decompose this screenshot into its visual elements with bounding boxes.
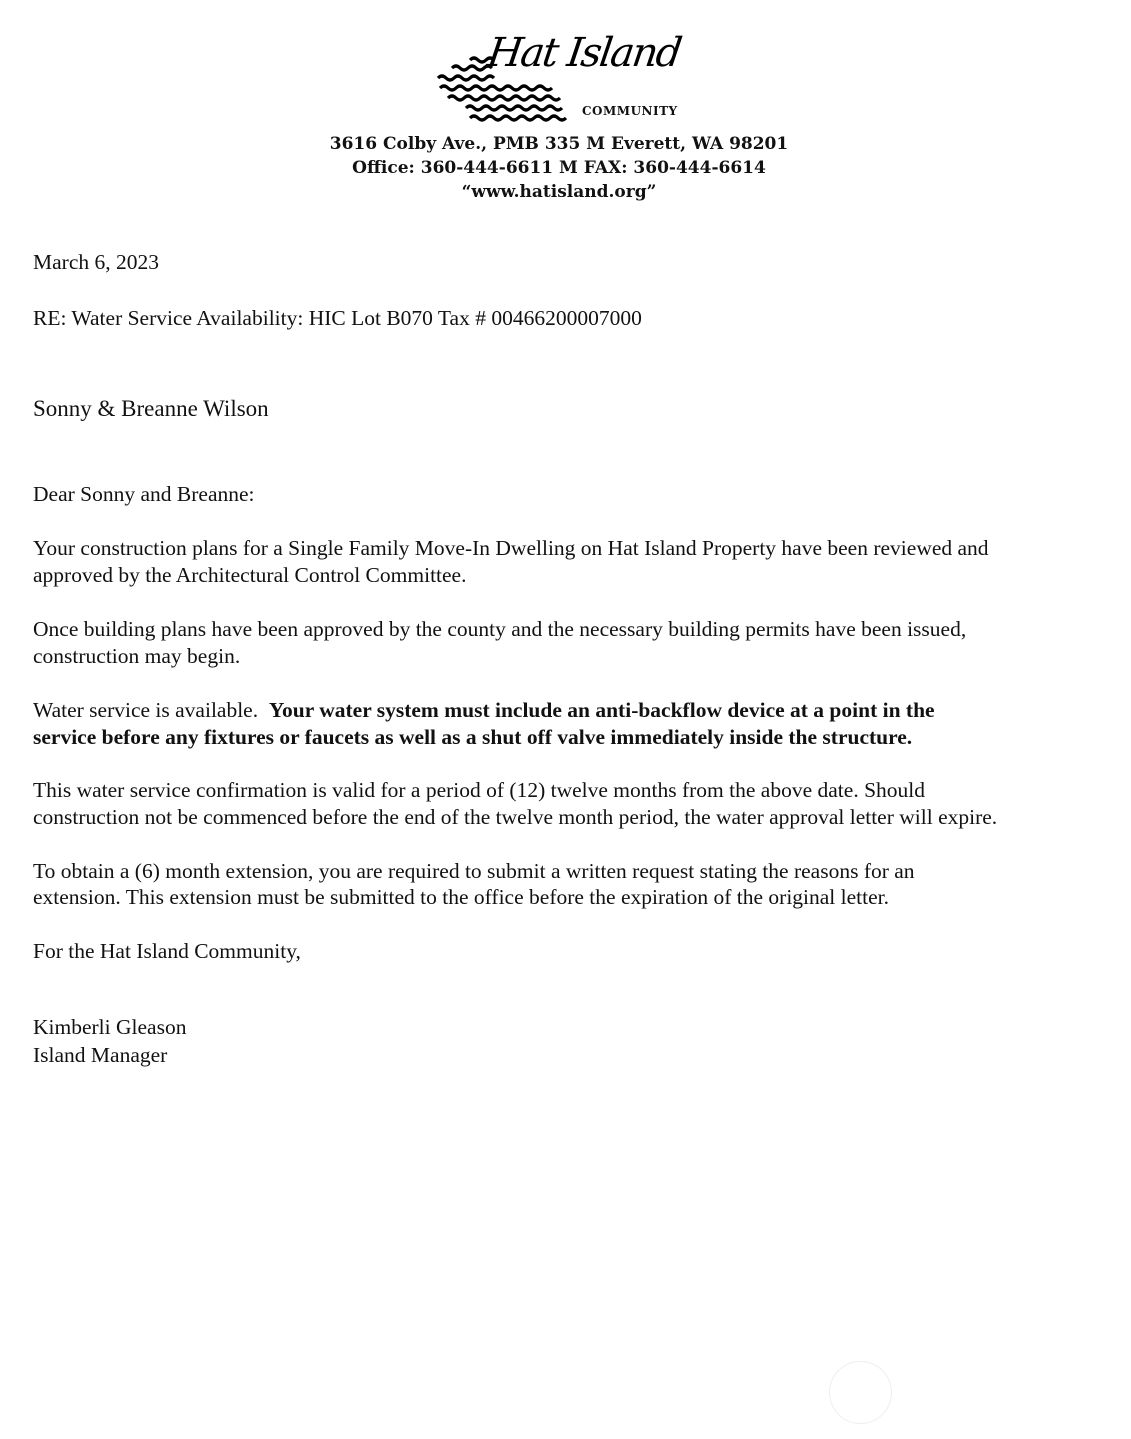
paragraph-2-line-1: Once building plans have been approved by the county and the necessary building permits have been issued, (33, 617, 967, 641)
address-line: 3616 Colby Ave., PMB 335 M Everett, WA 98201 (329, 134, 789, 154)
letter-date: March 6, 2023 (33, 250, 159, 274)
closing: For the Hat Island Community, (33, 939, 301, 963)
subject-line: RE: Water Service Availability: HIC Lot B070 Tax # 00466200007000 (33, 306, 642, 330)
paragraph-3-bold-2: service before any fixtures or faucets as well as a shut off valve immediately inside the structure. (33, 725, 913, 749)
logo-subtitle: COMMUNITY (582, 104, 678, 118)
floating-button[interactable] (829, 1361, 892, 1424)
paragraph-3-bold-1: Your water system must include an anti-backflow device at a point in the (268, 698, 935, 722)
signer-title: Island Manager (33, 1043, 168, 1067)
website-line: “www.hatisland.org” (461, 182, 657, 202)
salutation: Dear Sonny and Breanne: (33, 482, 255, 506)
logo-wordmark: Hat Island (484, 30, 684, 76)
paragraph-4-line-2: construction not be commenced before the end of the twelve month period, the water approval letter will expire. (33, 805, 998, 829)
recipient: Sonny & Breanne Wilson (33, 396, 269, 421)
paragraph-1-line-1: Your construction plans for a Single Family Move-In Dwelling on Hat Island Property have been reviewed and (33, 536, 989, 560)
paragraph-3-line-1 (33, 697, 935, 724)
paragraph-2-line-2: construction may begin. (33, 644, 241, 668)
paragraph-4-line-1: This water service confirmation is valid for a period of (12) twelve months from the above date. Should (33, 778, 925, 802)
paragraph-3-normal: Water service is available. (33, 698, 269, 722)
paragraph-5-line-2: extension. This extension must be submitted to the office before the expiration of the original letter. (33, 885, 890, 909)
paragraph-1-line-2: approved by the Architectural Control Committee. (33, 563, 467, 587)
signer-name: Kimberli Gleason (33, 1015, 187, 1039)
phone-line: Office: 360-444-6611 M FAX: 360-444-6614 (352, 158, 766, 178)
paragraph-5-line-1: To obtain a (6) month extension, you are required to submit a written request stating the reasons for an (33, 859, 915, 883)
paragraph-3-line-2 (33, 724, 912, 751)
